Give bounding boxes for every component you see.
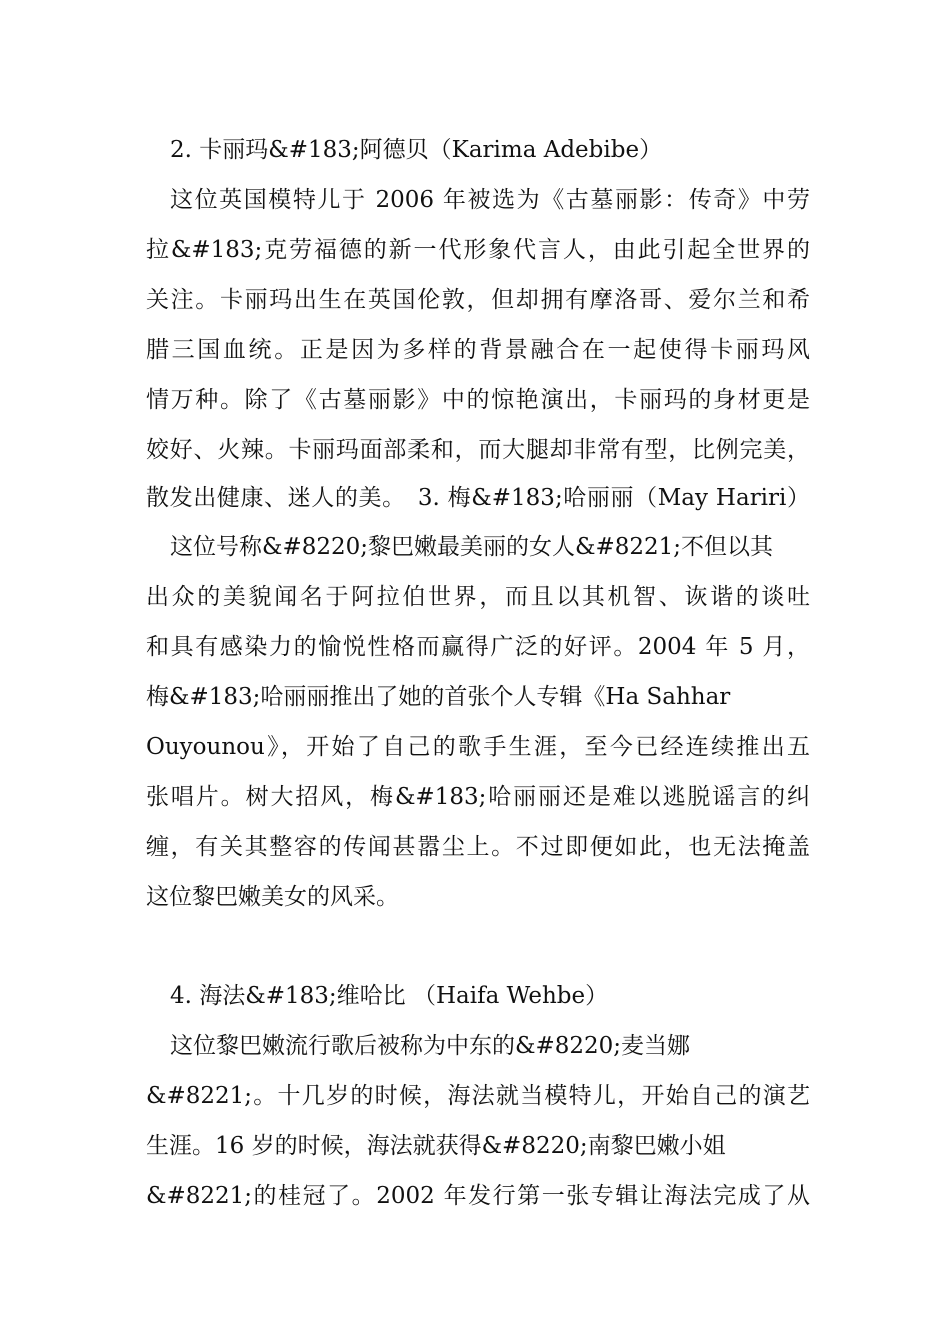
text-line: 出众的美貌闻名于阿拉伯世界，而且以其机智、诙谐的谈吐 [146,584,810,610]
text-line: Ouyounou》，开始了自己的歌手生涯，至今已经连续推出五 [146,734,810,760]
text-line: 张唱片。树大招风，梅&#183;哈丽丽还是难以逃脱谣言的纠 [146,784,810,810]
text-line: 梅&#183;哈丽丽推出了她的首张个人专辑《Ha Sahhar [146,684,731,710]
text-line: 这位英国模特儿于 2006 年被选为《古墓丽影：传奇》中劳 [170,187,810,213]
text-line: 拉&#183;克劳福德的新一代形象代言人，由此引起全世界的 [146,237,810,263]
text-line: 缠，有关其整容的传闻甚嚣尘上。不过即便如此，也无法掩盖 [146,834,810,860]
heading-haifa: 4. 海法&#183;维哈比 （Haifa Wehbe） [170,983,609,1009]
text-line: 姣好、火辣。卡丽玛面部柔和，而大腿却非常有型，比例完美， [146,437,810,463]
text-line: &#8221;。十几岁的时候，海法就当模特儿，开始自己的演艺 [146,1083,810,1109]
text-line: 情万种。除了《古墓丽影》中的惊艳演出，卡丽玛的身材更是 [146,387,810,413]
text-line: 生涯。16 岁的时候，海法就获得&#8220;南黎巴嫩小姐 [146,1133,726,1159]
text-line: 这位黎巴嫩流行歌后被称为中东的&#8220;麦当娜 [170,1033,691,1059]
text-line-with-heading-may: 散发出健康、迷人的美。 3. 梅&#183;哈丽丽（May Hariri） [146,485,810,511]
text-line: &#8221;的桂冠了。2002 年发行第一张专辑让海法完成了从 [146,1183,810,1209]
text-line: 关注。卡丽玛出生在英国伦敦，但却拥有摩洛哥、爱尔兰和希 [146,287,810,313]
heading-karima: 2. 卡丽玛&#183;阿德贝（Karima Adebibe） [170,137,663,163]
text-line: 这位号称&#8220;黎巴嫩最美丽的女人&#8221;不但以其 [170,534,774,560]
text-line: 这位黎巴嫩美女的风采。 [146,884,399,910]
text-line: 腊三国血统。正是因为多样的背景融合在一起使得卡丽玛风 [146,337,810,363]
text-line: 和具有感染力的愉悦性格而赢得广泛的好评。2004 年 5 月， [146,634,810,660]
